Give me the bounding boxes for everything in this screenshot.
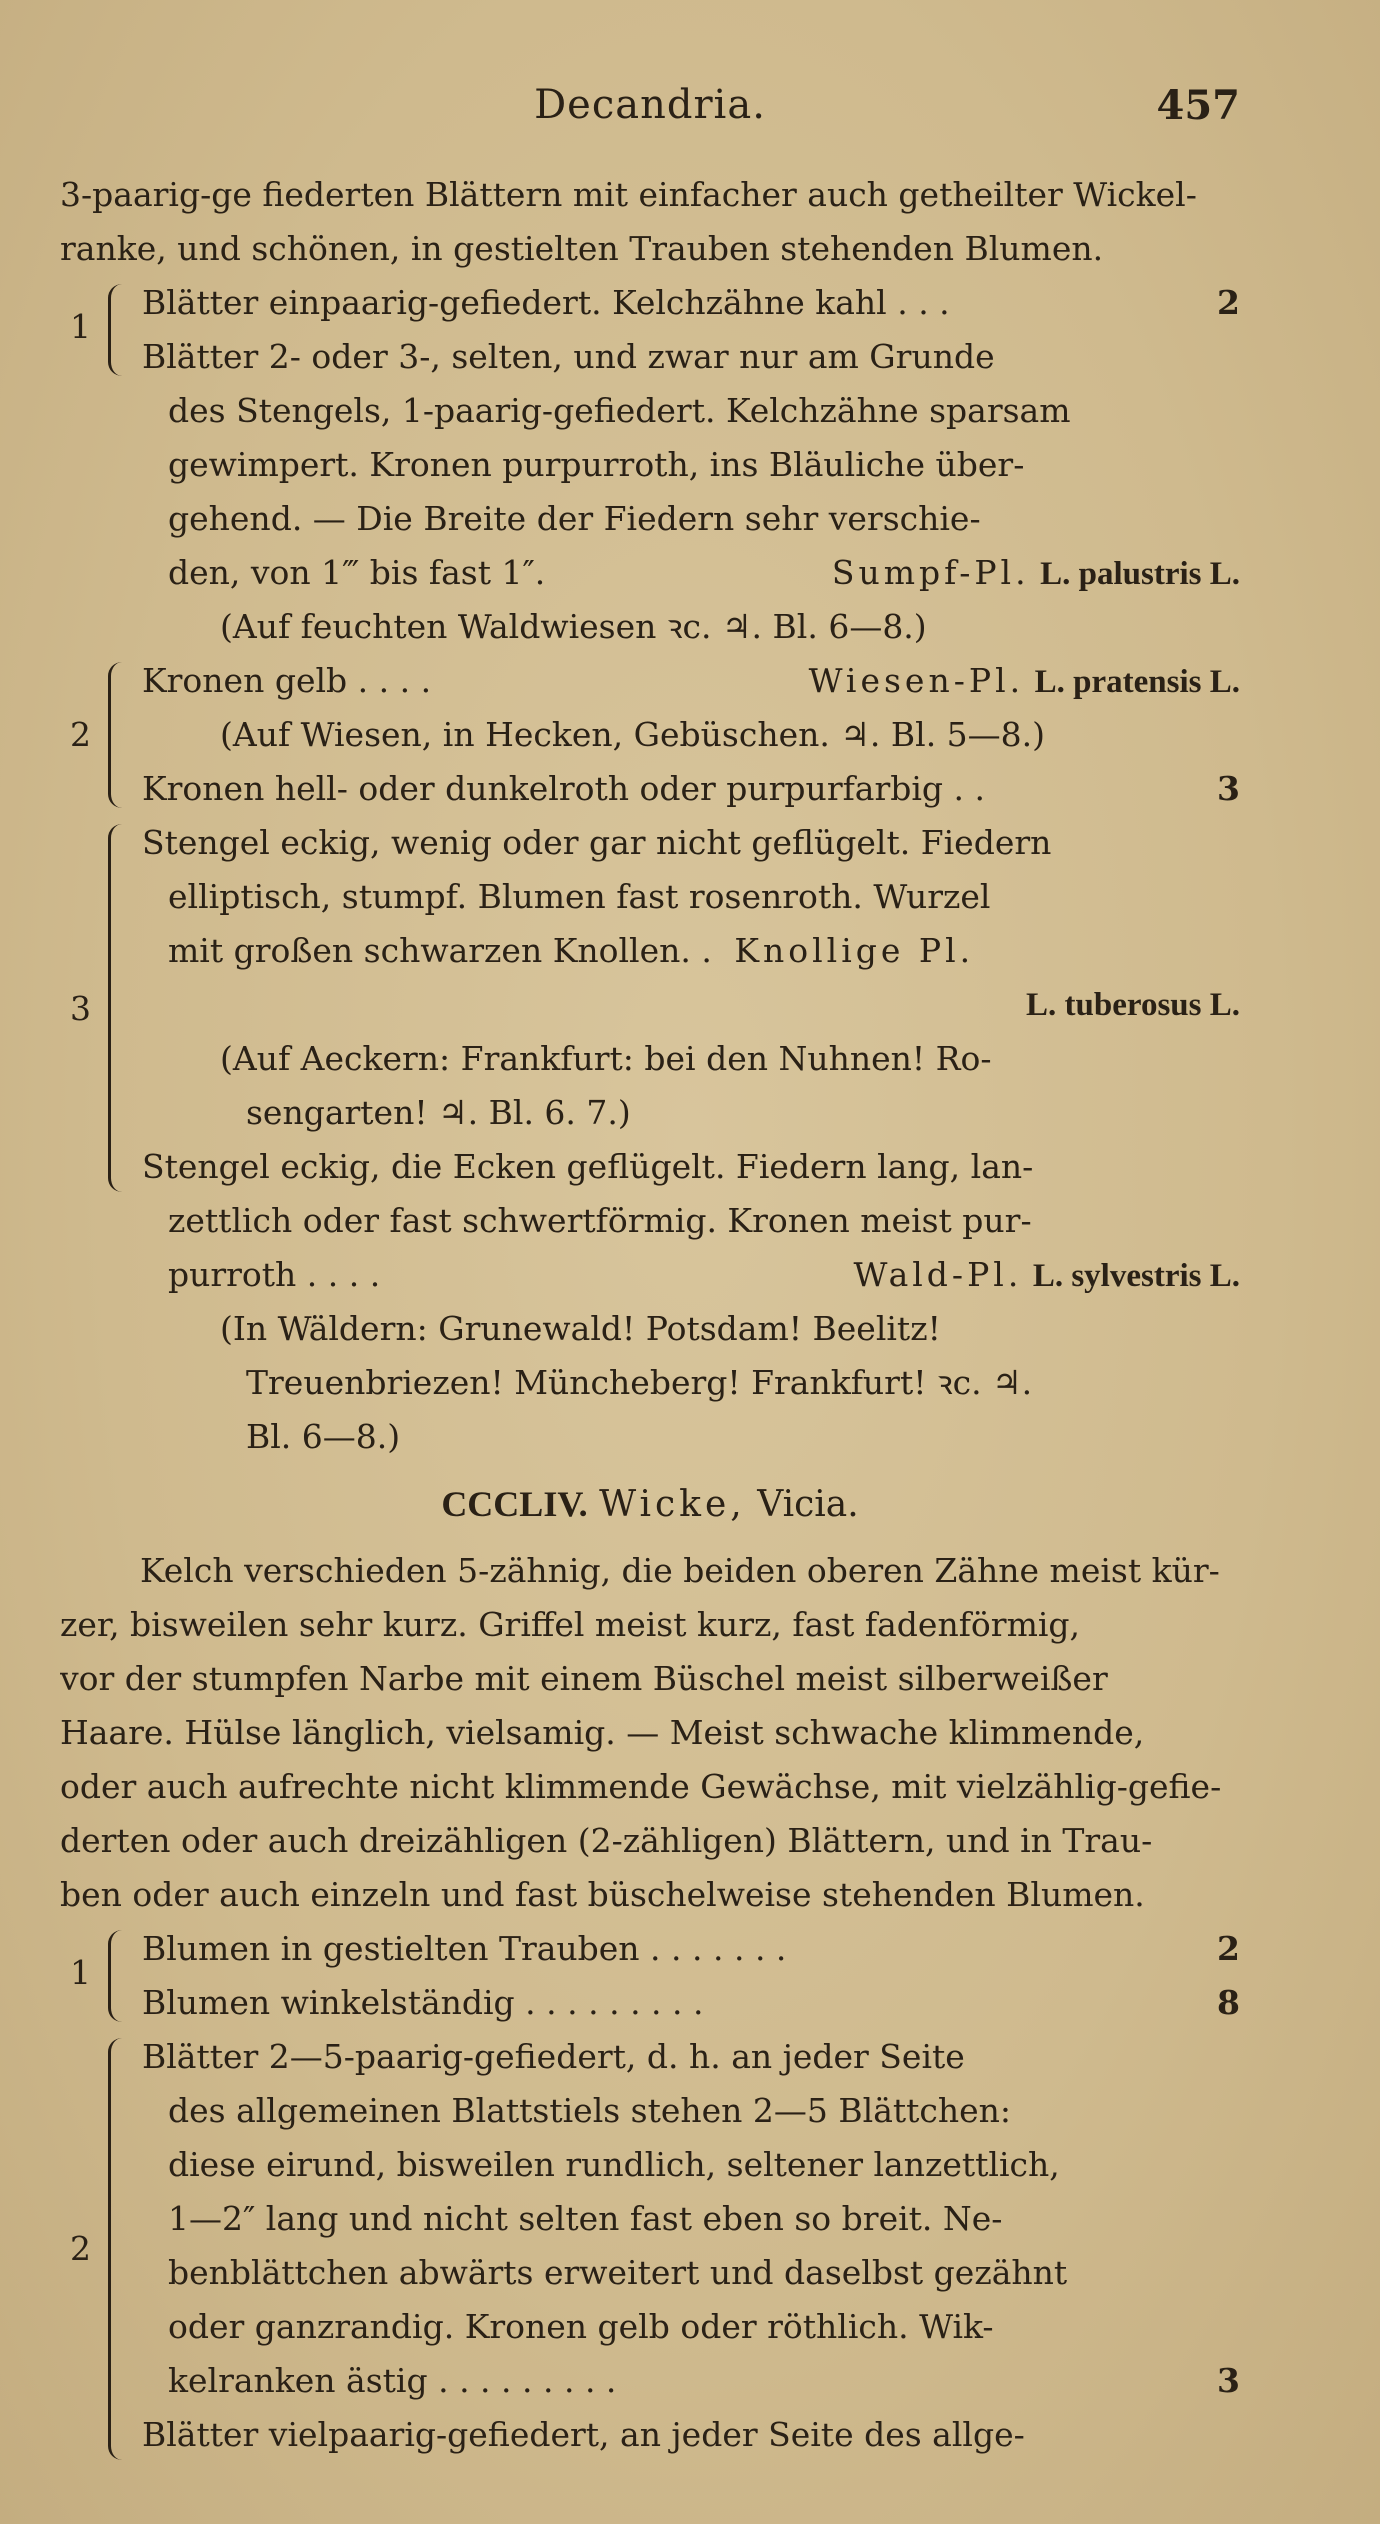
species-name	[809, 654, 1240, 708]
species-name	[854, 1248, 1240, 1302]
description-line: Haare. Hülse länglich, vielsamig. — Meist schwache klimmende,	[60, 1713, 1145, 1752]
genus-name: Wicke,	[599, 1484, 746, 1525]
habitat-note: (Auf feuchten Waldwiesen ꝛc. ♃. Bl. 6—8.)	[220, 607, 927, 646]
habitat-note: Treuenbriezen! Müncheberg! Frankfurt! ꝛc. ♃.	[246, 1363, 1033, 1402]
key-lead-text: mit großen schwarzen Knollen. .	[168, 931, 712, 970]
text-line: ranke, und schönen, in gestielten Trauben stehenden Blumen.	[60, 229, 1104, 268]
key-lead-text: purroth . . . .	[168, 1255, 381, 1294]
species-line	[142, 546, 1240, 600]
description-line: zer, bisweilen sehr kurz. Griffel meist kurz, fast fadenförmig,	[60, 1605, 1081, 1644]
key-couplet-3	[60, 816, 1240, 1464]
species-line	[142, 924, 1240, 978]
genus-heading	[60, 1464, 1240, 1544]
vernacular-name: Sumpf-Pl.	[831, 553, 1030, 592]
couplet-number: 1	[70, 1953, 91, 1992]
description-line: ben oder auch einzeln und fast büschelweise stehenden Blumen.	[60, 1875, 1145, 1914]
habitat-note: (Auf Aeckern: Frankfurt: bei den Nuhnen! Ro-	[220, 1039, 992, 1078]
text-line: 3-paarig-ge fiederten Blättern mit einfacher auch getheilter Wickel-	[60, 175, 1197, 214]
vicia-key-couplet-2	[60, 2030, 1240, 2462]
key-lead: Blätter 2—5-paarig-gefiedert, d. h. an jeder Seite	[142, 2037, 965, 2076]
latin-name: L. pratensis L.	[1034, 664, 1240, 700]
key-lead-cont: des Stengels, 1-paarig-gefiedert. Kelchzähne sparsam	[168, 391, 1071, 430]
vernacular-name: Knollige Pl.	[734, 931, 975, 970]
key-lead: Blätter vielpaarig-gefiedert, an jeder Seite des allge-	[142, 2415, 1025, 2454]
brace-mark	[108, 662, 129, 808]
description-line: oder auch aufrechte nicht klimmende Gewächse, mit vielzählig-gefie-	[60, 1767, 1222, 1806]
genus-latin: Vicia.	[757, 1484, 859, 1525]
key-lead: Stengel eckig, wenig oder gar nicht geflügelt. Fiedern	[142, 823, 1052, 862]
key-lead: Blätter 2- oder 3-, selten, und zwar nur am Grunde	[142, 337, 995, 376]
key-lead-ref: 2	[1217, 1929, 1240, 1968]
vernacular-name: Wiesen-Pl.	[808, 661, 1025, 700]
brace-mark	[108, 2038, 129, 2460]
key-lead-text: Blätter einpaarig-gefiedert. Kelchzähne kahl . . .	[142, 283, 950, 322]
habitat-note: sengarten! ♃. Bl. 6. 7.)	[246, 1093, 631, 1132]
brace-mark	[108, 1930, 129, 2022]
brace-mark	[108, 284, 129, 376]
key-lead-text: Blumen in gestielten Trauben . . . . . . .	[142, 1929, 787, 1968]
key-lead-text: Blumen winkelständig . . . . . . . . .	[142, 1983, 704, 2022]
key-lead-ref: 3	[1217, 2361, 1240, 2400]
habitat-note: Bl. 6—8.)	[246, 1417, 401, 1456]
key-lead-cont: oder ganzrandig. Kronen gelb oder röthlich. Wik-	[168, 2307, 994, 2346]
key-lead-cont: gehend. — Die Breite der Fiedern sehr verschie-	[168, 499, 981, 538]
couplet-number: 2	[70, 2229, 91, 2268]
species-line	[142, 1248, 1240, 1302]
brace-mark	[108, 824, 129, 1192]
latin-line	[142, 978, 1240, 1032]
latin-name: L. sylvestris L.	[1032, 1258, 1240, 1294]
key-couplet-1	[60, 276, 1240, 654]
key-lead-ref: 3	[1217, 769, 1240, 808]
couplet-number: 2	[70, 715, 91, 754]
species-line	[142, 654, 1240, 708]
key-lead	[142, 276, 1240, 330]
key-lead-cont: gewimpert. Kronen purpurroth, ins Bläuliche über-	[168, 445, 1025, 484]
key-couplet-2	[60, 654, 1240, 816]
latin-name: L. palustris L.	[1040, 556, 1240, 592]
page-text	[60, 168, 1240, 2462]
key-lead-text: kelranken ästig . . . . . . . . .	[168, 2361, 617, 2400]
key-lead-cont: des allgemeinen Blattstiels stehen 2—5 Blättchen:	[168, 2091, 1012, 2130]
key-lead-cont: benblättchen abwärts erweitert und daselbst gezähnt	[168, 2253, 1068, 2292]
latin-name: L. tuberosus L.	[1026, 987, 1240, 1023]
genus-numeral: CCCLIV.	[441, 1484, 588, 1524]
key-lead-cont	[142, 2354, 1240, 2408]
description-line: derten oder auch dreizähligen (2-zähligen) Blättern, und in Trau-	[60, 1821, 1153, 1860]
habitat-note: (In Wäldern: Grunewald! Potsdam! Beelitz!	[220, 1309, 941, 1348]
couplet-number: 3	[70, 989, 91, 1028]
key-lead-cont: diese eirund, bisweilen rundlich, seltener lanzettlich,	[168, 2145, 1060, 2184]
key-lead	[142, 1922, 1240, 1976]
vicia-key-couplet-1	[60, 1922, 1240, 2030]
key-lead	[142, 1976, 1240, 2030]
description-line: Kelch verschieden 5-zähnig, die beiden oberen Zähne meist kür-	[140, 1551, 1220, 1590]
key-lead-ref: 8	[1217, 1983, 1240, 2022]
vernacular-name: Wald-Pl.	[853, 1255, 1023, 1294]
species-name	[832, 546, 1240, 600]
key-lead-cont: 1—2″ lang und nicht selten fast eben so breit. Ne-	[168, 2199, 1003, 2238]
description-line: vor der stumpfen Narbe mit einem Büschel meist silberweißer	[60, 1659, 1108, 1698]
key-lead-cont: elliptisch, stumpf. Blumen fast rosenroth. Wurzel	[168, 877, 991, 916]
key-lead-ref: 2	[1217, 283, 1240, 322]
page-number: 457	[1156, 82, 1240, 129]
page-header	[60, 82, 1240, 142]
key-lead-text: Kronen hell- oder dunkelroth oder purpurfarbig . .	[142, 769, 986, 808]
key-lead	[142, 762, 1240, 816]
key-lead: Stengel eckig, die Ecken geflügelt. Fiedern lang, lan-	[142, 1147, 1034, 1186]
couplet-number: 1	[70, 307, 91, 346]
key-lead-text: Kronen gelb . . . .	[142, 661, 432, 700]
habitat-note: (Auf Wiesen, in Hecken, Gebüschen. ♃. Bl. 5—8.)	[220, 715, 1046, 754]
key-lead-cont: zettlich oder fast schwertförmig. Kronen meist pur-	[168, 1201, 1032, 1240]
running-head: Decandria.	[534, 82, 766, 128]
key-lead-text: den, von 1‴ bis fast 1″.	[168, 553, 546, 592]
